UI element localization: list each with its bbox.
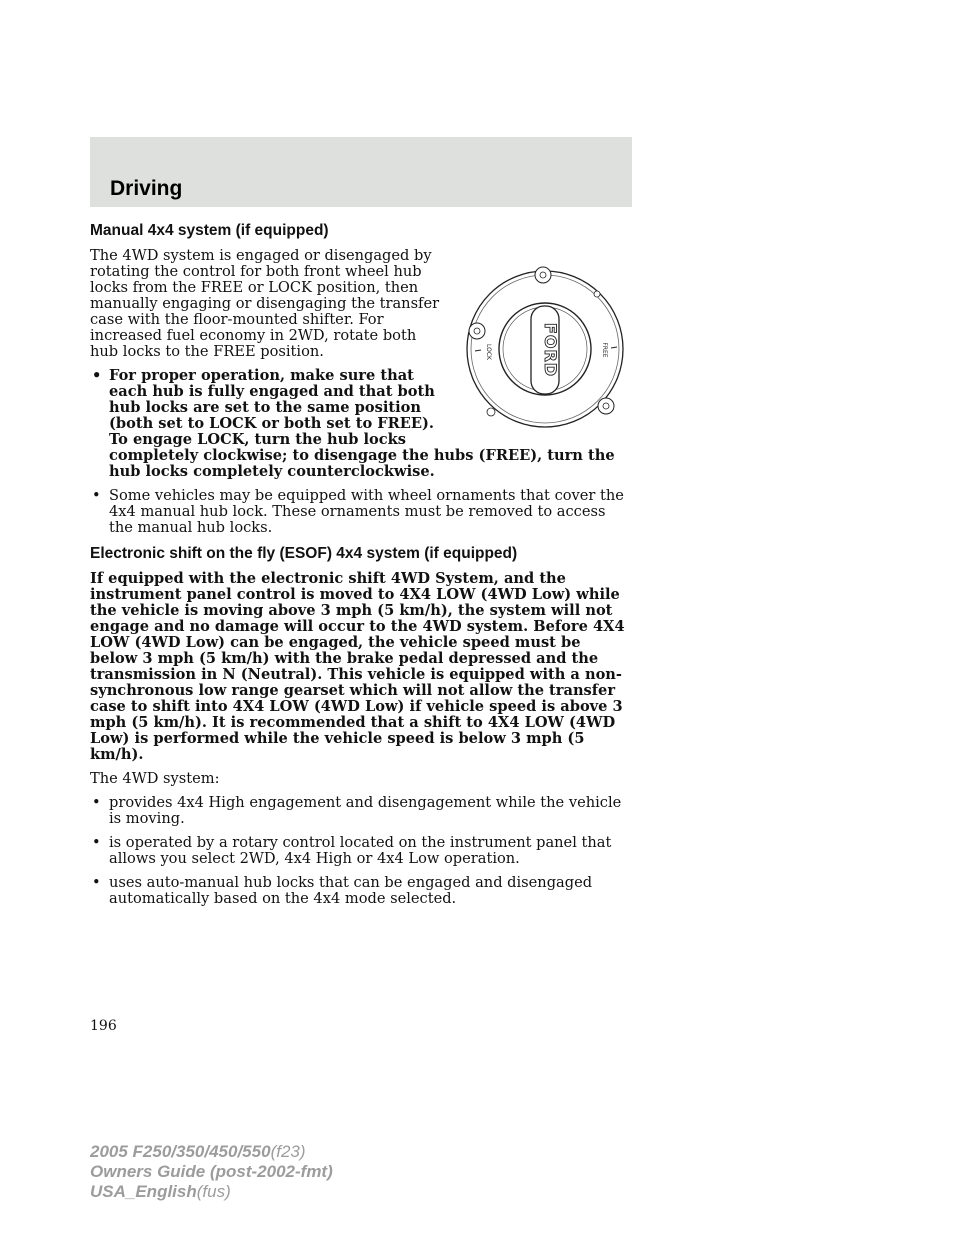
esof-warning: If equipped with the electronic shift 4WD System, and the instrument panel control is moved to 4X4 LOW (4WD Low) while the vehicle is moving above 3 mph (5 km/h), the system will not engage and no damage will occur to the 4WD system. Before 4X4 LOW (4WD Low) can be engaged, the vehicle speed must be below 3 mph (5 km/h) with the brake pedal depressed and the transmission in N (Neutral). This vehicle is equipped with a non-synchronous low range gearset which will not allow the transfer case to shift into 4X4 LOW (4WD Low) if vehicle speed is above 3 mph (5 km/h). It is recommended that a shift to 4X4 LOW (4WD Low) is performed while the vehicle speed is below 3 mph (5 km/h). [90, 570, 625, 763]
page-content [90, 221, 632, 915]
lock-position-label: LOCK [485, 344, 492, 360]
list-item: • uses auto-manual hub locks that can be engaged and disengaged automatically based on the 4x4 mode selected. [90, 875, 632, 907]
footer-language-code: (fus) [196, 1182, 231, 1201]
document-footer [90, 1142, 333, 1202]
manual-4x4-intro: The 4WD system is engaged or disengaged by rotating the control for both front wheel hub locks from the FREE or LOCK position, then manually engaging or disengaging the transfer case with the floor-mounted shifter. For increased fuel economy in 2WD, rotate both hub locks to the FREE position. [90, 247, 440, 360]
free-position-label: FREE [601, 342, 608, 358]
manual-4x4-bullets [90, 368, 632, 536]
hub-brand-label: FORD [541, 322, 560, 378]
footer-model-code: (f23) [270, 1142, 306, 1161]
footer-language: USA_English [90, 1182, 197, 1201]
list-item: • Some vehicles may be equipped with wheel ornaments that cover the 4x4 manual hub lock. These ornaments must be removed to access the manual hub locks. [90, 488, 632, 536]
esof-system-intro: The 4WD system: [90, 770, 220, 787]
manual-4x4-heading: Manual 4x4 system (if equipped) [90, 222, 329, 239]
list-item: • For proper operation, make sure that each hub is fully engaged and that both hub locks are set to the same position (both set to LOCK or both set to FREE). To engage LOCK, turn the hub locks completely clockwise; to disengage the hubs (FREE), turn the hub locks completely counterclockwise. [90, 368, 632, 480]
page-number: 196 [90, 1018, 117, 1034]
esof-bullets [90, 795, 632, 907]
list-item: • provides 4x4 High engagement and disengagement while the vehicle is moving. [90, 795, 632, 827]
footer-model: 2005 F250/350/450/550 [90, 1142, 271, 1161]
list-item: • is operated by a rotary control located on the instrument panel that allows you select 2WD, 4x4 High or 4x4 Low operation. [90, 835, 632, 867]
section-header [90, 137, 632, 207]
section-title: Driving [110, 177, 183, 200]
footer-guide: Owners Guide (post-2002-fmt) [90, 1162, 333, 1181]
esof-heading: Electronic shift on the fly (ESOF) 4x4 system (if equipped) [90, 545, 518, 562]
